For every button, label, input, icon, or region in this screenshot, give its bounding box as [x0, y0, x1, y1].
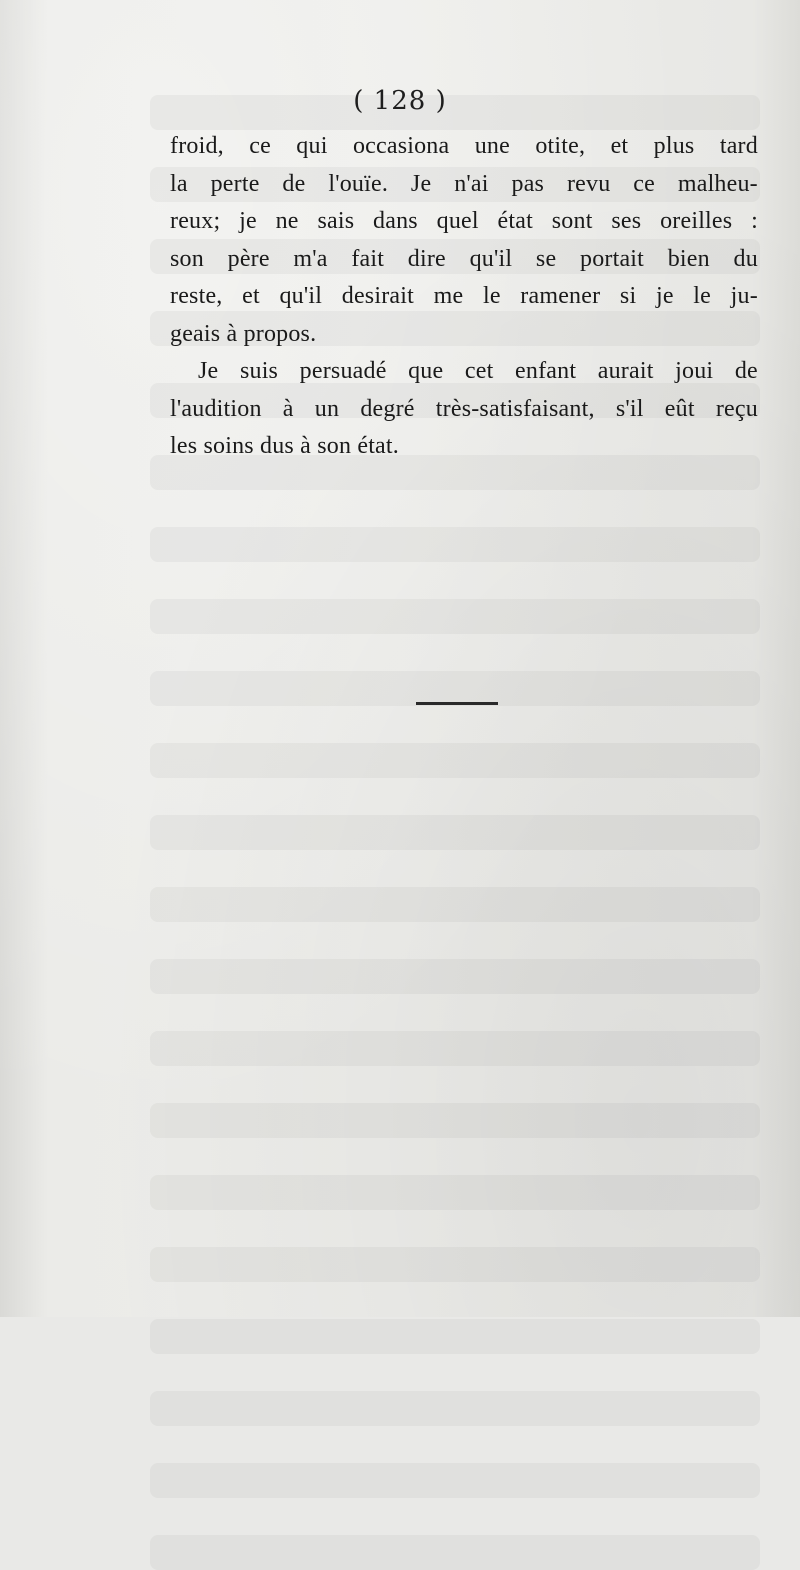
- text-line: son père m'a fait dire qu'il se portait bien du: [170, 245, 758, 272]
- text-line: Je suis persuadé que cet enfant aurait joui de: [198, 358, 758, 384]
- text-line: reux; je ne sais dans quel état sont ses oreilles :: [170, 208, 758, 234]
- page-number-text: ( 128 ): [353, 86, 447, 116]
- text-line: les soins dus à son état.: [170, 433, 399, 459]
- text-line: geais à propos.: [170, 320, 317, 347]
- text-line: froid, ce qui occasiona une otite, et plus tard: [170, 133, 758, 159]
- text-line: reste, et qu'il desirait me le ramener si je le ju-: [170, 283, 758, 309]
- text-line: la perte de l'ouïe. Je n'ai pas revu ce malheu-: [170, 170, 758, 197]
- page-number: [0, 86, 800, 116]
- text-line: l'audition à un degré très-satisfaisant, s'il eût reçu: [170, 395, 758, 422]
- separator-rule: [416, 702, 498, 705]
- body-text: [170, 128, 758, 466]
